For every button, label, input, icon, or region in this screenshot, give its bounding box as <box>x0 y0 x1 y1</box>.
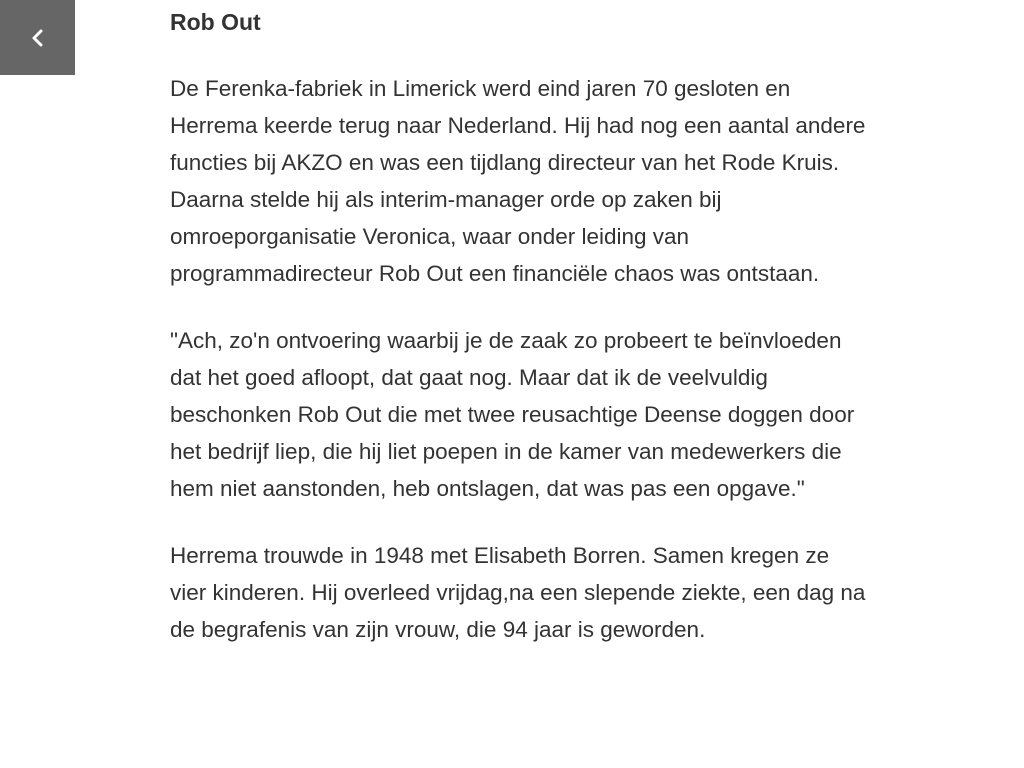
article-paragraph-1: De Ferenka-fabriek in Limerick werd eind jaren 70 gesloten en Herrema keerde terug naar Nederland. Hij had nog een aantal andere functies bij AKZO en was een tijdlang directeur van het Rode Kruis. Daarna stelde hij als interim-manager orde op zaken bij omroeporganisatie Veronica, waar onder leiding van programmadirecteur Rob Out een financiële chaos was ontstaan. <box>170 76 866 286</box>
chevron-left-icon <box>31 28 45 48</box>
back-button[interactable] <box>0 0 75 75</box>
section-heading: Rob Out <box>170 9 261 35</box>
article-paragraph-3: Herrema trouwde in 1948 met Elisabeth Borren. Samen kregen ze vier kinderen. Hij overleed vrijdag,na een slepende ziekte, een dag na de begrafenis van zijn vrouw, die 94 jaar is geworden. <box>170 543 866 642</box>
article-paragraph-2: "Ach, zo'n ontvoering waarbij je de zaak zo probeert te beïnvloeden dat het goed afloopt, dat gaat nog. Maar dat ik de veelvuldig beschonken Rob Out die met twee reusachtige Deense doggen door het bedrijf liep, die hij liet poepen in de kamer van medewerkers die hem niet aanstonden, heb ontslagen, dat was pas een opgave." <box>170 328 855 501</box>
article-body <box>170 4 870 678</box>
